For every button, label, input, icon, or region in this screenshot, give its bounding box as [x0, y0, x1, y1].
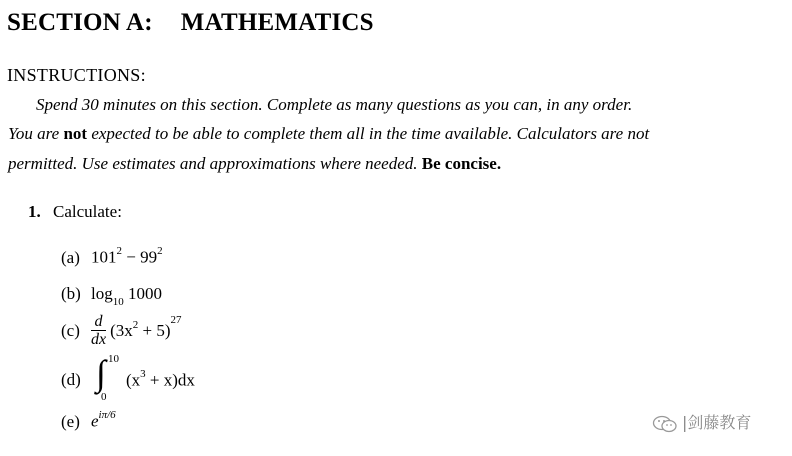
instructions-heading: INSTRUCTIONS: [7, 65, 146, 85]
math-term: e [91, 411, 99, 431]
part-label: (d) [61, 370, 81, 389]
exponent: iπ/6 [98, 409, 116, 421]
exponent: 2 [116, 245, 122, 257]
section-title [7, 9, 374, 37]
exponent: 27 [170, 313, 182, 326]
log-base: 10 [112, 296, 124, 309]
math-term: (x [126, 370, 141, 390]
question-number: 1. [28, 202, 41, 221]
derivative-fraction [91, 314, 106, 348]
part-label: (e) [61, 411, 80, 431]
integrand [126, 370, 195, 391]
fraction-numerator: d [91, 314, 106, 331]
math-term: 99 [140, 247, 158, 267]
watermark [652, 410, 751, 433]
part-b [61, 284, 162, 309]
instructions-line-1: Spend 30 minutes on this section. Complete as many questions as you can, in any order. [36, 95, 633, 114]
section-subject: MATHEMATICS [180, 9, 374, 36]
part-c [61, 314, 182, 348]
log-function: log [91, 284, 113, 303]
instructions-line-2 [8, 124, 649, 144]
section-label: SECTION A: [7, 9, 153, 36]
question-text: Calculate: [53, 202, 122, 221]
watermark-text: |剑藤教育 [682, 413, 752, 432]
instructions-text: You are [8, 124, 64, 143]
log-argument: 1000 [127, 284, 162, 303]
fraction-denominator: dx [91, 331, 107, 348]
exponent: 3 [140, 368, 146, 380]
emphasis-be-concise: Be concise. [421, 154, 502, 173]
instructions-text: expected to be able to complete them all in the time available. Calculators are not [87, 124, 650, 143]
instructions-line-3 [8, 154, 501, 174]
math-term: + 5) [138, 321, 171, 341]
part-e [61, 411, 116, 432]
instructions-text: permitted. Use estimates and approximations where needed. [8, 154, 422, 173]
part-label: (b) [61, 284, 81, 303]
part-d-label [61, 370, 91, 390]
exponent: 2 [132, 318, 139, 331]
integral-sign: ∫ [96, 353, 106, 393]
math-term: 101 [91, 247, 117, 267]
math-term: + x)dx [145, 370, 195, 390]
lower-limit: 0 [101, 391, 107, 403]
math-term: (3x [110, 321, 133, 341]
upper-limit: 10 [108, 353, 119, 365]
exponent: 2 [157, 245, 163, 257]
part-a [61, 247, 163, 268]
part-label: (c) [61, 321, 80, 340]
wechat-icon [652, 415, 678, 433]
part-label: (a) [61, 247, 80, 267]
emphasis-not: not [63, 124, 88, 143]
operator: − [126, 247, 136, 267]
